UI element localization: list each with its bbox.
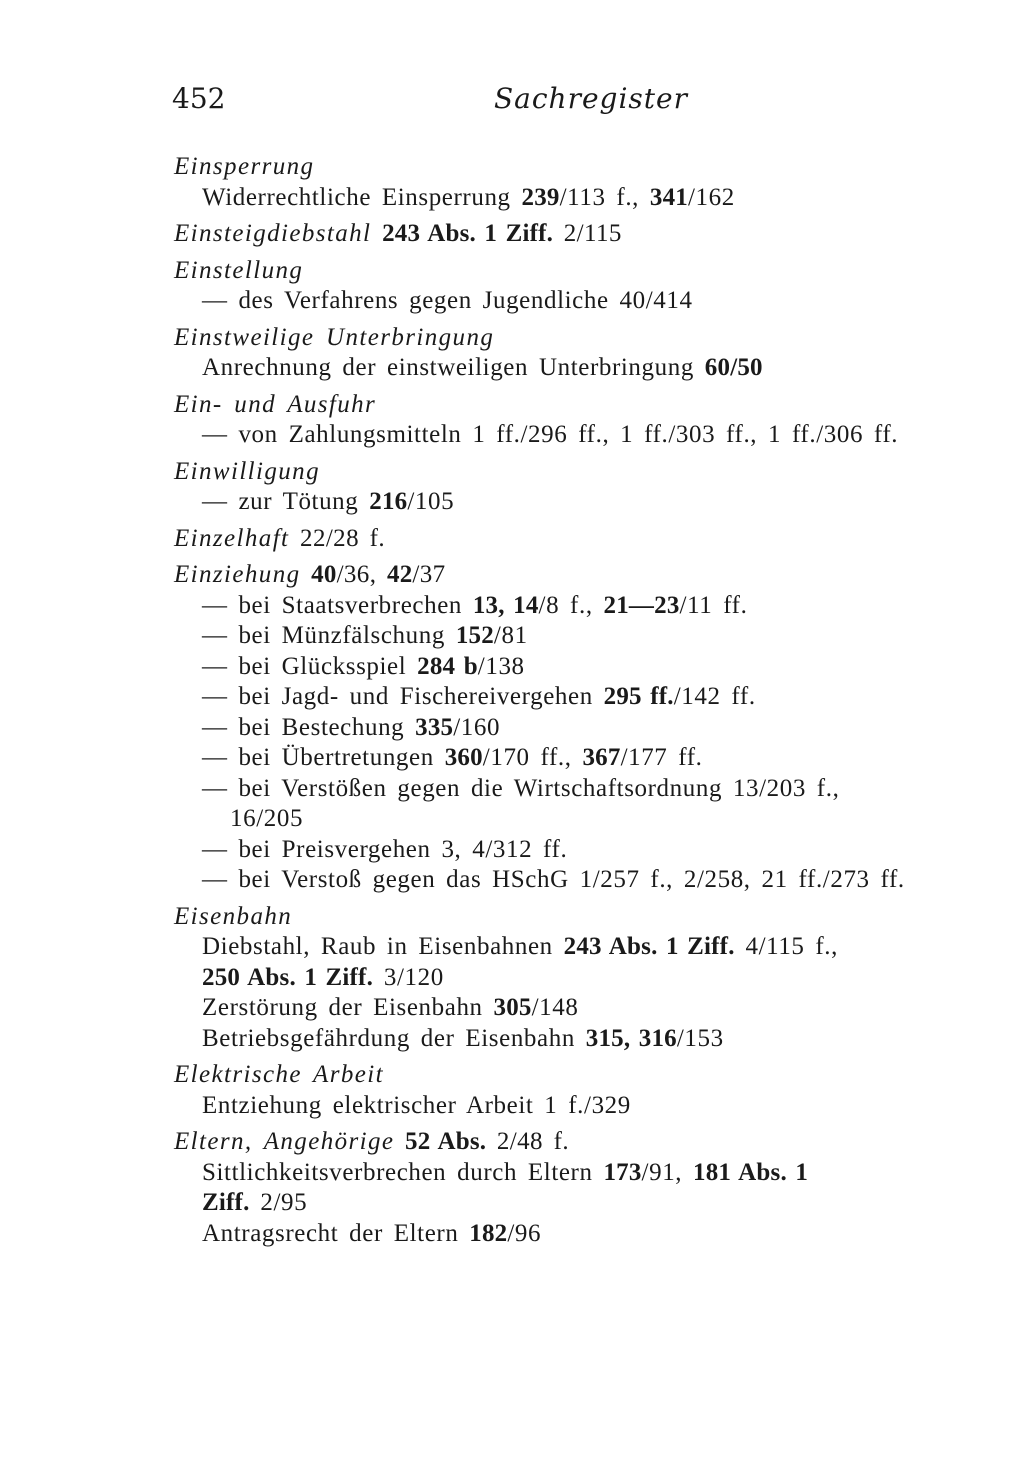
entry-text: 3/120 — [373, 963, 444, 991]
heading-term: Einwilligung — [174, 457, 320, 485]
entry-text: Antragsrecht der Eltern — [202, 1219, 470, 1247]
page-number: 452 — [172, 82, 226, 115]
entry-text: /177 ff. — [620, 744, 703, 771]
entry-text: 22/28 f. — [289, 524, 386, 552]
entry-text: /91, — [641, 1158, 693, 1186]
entry-text: — bei Bestechung — [202, 713, 416, 741]
entry-text — [394, 1128, 405, 1155]
locator-bold: 239 — [521, 183, 560, 211]
locator-bold: 13, 14 — [472, 591, 539, 619]
entry-text: — bei Übertretungen — [202, 744, 445, 771]
subentry — [174, 743, 1004, 774]
subentry — [174, 865, 1004, 896]
entry-text: — bei Preisvergehen 3, 4/312 ff. — [202, 835, 568, 863]
entry-text: /162 — [687, 183, 735, 211]
subentry — [174, 591, 1004, 622]
entry-text — [301, 561, 312, 588]
entry-text: Zerstörung der Eisenbahn — [202, 994, 494, 1021]
entry-text: 4/115 f., — [734, 933, 838, 960]
heading-refs — [289, 525, 385, 552]
locator-bold: 305 — [493, 994, 532, 1021]
index-heading — [174, 902, 1004, 933]
entry-text: Betriebsgefährdung der Eisenbahn — [202, 1024, 586, 1052]
entry-text: /153 — [676, 1024, 724, 1052]
index-entries — [174, 152, 1004, 1249]
entry-text: /105 — [407, 488, 455, 515]
heading-refs — [301, 561, 446, 588]
locator-bold: 216 — [369, 488, 408, 515]
entry-text: Widerrechtliche Einsperrung — [202, 183, 522, 211]
entry-text: /148 — [531, 994, 579, 1021]
entry-text: /160 — [453, 713, 501, 741]
subentry — [174, 1219, 1004, 1250]
locator-bold: 360 — [444, 744, 483, 771]
locator-bold: 21—23 — [603, 591, 680, 619]
entry-text: — bei Glücksspiel — [202, 652, 418, 680]
subentry — [174, 286, 1004, 317]
subentry — [174, 652, 1004, 683]
locator-bold: Ziff. — [202, 1189, 250, 1216]
locator-bold: 152 — [455, 622, 494, 649]
entry-text: /36, — [336, 561, 388, 588]
subentry — [174, 487, 1004, 518]
index-heading — [174, 219, 1004, 250]
heading-term: Einzelhaft — [174, 524, 290, 552]
heading-term: Eisenbahn — [174, 902, 293, 930]
locator-bold: 40 — [311, 561, 337, 588]
subentry — [174, 1188, 1004, 1219]
entry-text: /81 — [493, 622, 528, 649]
entry-text: /11 ff. — [679, 591, 748, 619]
index-heading — [174, 524, 1004, 555]
index-heading — [174, 457, 1004, 488]
subentry — [174, 621, 1004, 652]
subentry — [174, 963, 1004, 994]
subentry — [174, 774, 1004, 805]
subentry — [174, 1091, 1004, 1122]
entry-text: Anrechnung der einstweiligen Unterbringung — [202, 354, 705, 381]
heading-term: Eltern, Angehörige — [174, 1128, 395, 1155]
entry-text: /138 — [477, 652, 525, 680]
entry-text: /142 ff. — [673, 683, 756, 710]
subentry — [174, 420, 1004, 451]
index-heading — [174, 256, 1004, 287]
entry-text: /96 — [507, 1219, 542, 1247]
subentry — [174, 183, 1004, 214]
locator-bold: 173 — [603, 1158, 642, 1186]
heading-refs — [394, 1128, 569, 1155]
subentry — [174, 682, 1004, 713]
entry-text: 2/95 — [249, 1189, 308, 1216]
locator-bold: 42 — [387, 561, 413, 588]
heading-refs — [371, 220, 621, 247]
entry-text: 2/48 f. — [486, 1128, 569, 1155]
subentry — [174, 353, 1004, 384]
entry-text — [371, 220, 382, 247]
index-heading — [174, 1060, 1004, 1091]
locator-bold: 295 ff. — [603, 683, 674, 710]
entry-text: 2/115 — [553, 220, 622, 247]
entry-text: — bei Münzfälschung — [202, 622, 456, 649]
subentry — [174, 1158, 1004, 1189]
entry-text: Entziehung elektrischer Arbeit 1 f./329 — [202, 1091, 631, 1119]
entry-text: — zur Tötung — [202, 488, 370, 515]
entry-text: — von Zahlungsmitteln 1 ff./296 ff., 1 ff./303 ff., 1 ff./306 ff. — [202, 421, 899, 448]
entry-text: /8 f., — [538, 591, 604, 619]
entry-text: /170 ff., — [482, 744, 583, 771]
heading-term: Elektrische Arbeit — [174, 1061, 384, 1088]
locator-bold: 243 Abs. 1 Ziff. — [382, 220, 554, 247]
subentry — [174, 713, 1004, 744]
index-heading — [174, 323, 1004, 354]
locator-bold: 60/50 — [704, 354, 763, 381]
entry-text: — des Verfahrens gegen Jugendliche 40/414 — [202, 287, 693, 314]
index-heading — [174, 390, 1004, 421]
entry-text: — bei Jagd- und Fischereivergehen — [202, 683, 604, 710]
running-title: Sachregister — [494, 82, 688, 115]
heading-term: Einsperrung — [174, 153, 315, 180]
entry-text: — bei Staatsverbrechen — [202, 591, 473, 619]
heading-term: Einsteigdiebstahl — [174, 220, 372, 247]
index-heading — [174, 152, 1004, 183]
locator-bold: 367 — [582, 744, 621, 771]
subentry — [174, 932, 1004, 963]
entry-text: — bei Verstößen gegen die Wirtschaftsordnung 13/203 f., — [202, 774, 840, 802]
subentry — [174, 1024, 1004, 1055]
subentry — [174, 993, 1004, 1024]
locator-bold: 315, 316 — [585, 1024, 677, 1052]
entry-text: /113 f., — [559, 183, 650, 211]
entry-text: 16/205 — [230, 805, 304, 832]
locator-bold: 284 b — [417, 652, 478, 680]
entry-text: — bei Verstoß gegen das HSchG 1/257 f., 2/258, 21 ff./273 ff. — [202, 866, 905, 893]
locator-bold: 52 Abs. — [405, 1128, 487, 1155]
subentry — [174, 835, 1004, 866]
locator-bold: 181 Abs. 1 — [693, 1158, 809, 1186]
locator-bold: 335 — [415, 713, 454, 741]
heading-term: Ein- und Ausfuhr — [174, 390, 377, 418]
locator-bold: 182 — [469, 1219, 508, 1247]
index-heading — [174, 560, 1004, 591]
heading-term: Einstellung — [174, 256, 304, 284]
locator-bold: 250 Abs. 1 Ziff. — [202, 963, 374, 991]
heading-term: Einziehung — [174, 561, 301, 588]
entry-text: Diebstahl, Raub in Eisenbahnen — [202, 933, 564, 960]
entry-text: /37 — [412, 561, 446, 588]
entry-text: Sittlichkeitsverbrechen durch Eltern — [202, 1158, 604, 1186]
locator-bold: 341 — [649, 183, 688, 211]
locator-bold: 243 Abs. 1 Ziff. — [563, 933, 735, 960]
heading-term: Einstweilige Unterbringung — [174, 323, 495, 351]
index-heading — [174, 1127, 1004, 1158]
subentry-continuation — [174, 804, 1004, 835]
page-header — [172, 82, 688, 122]
